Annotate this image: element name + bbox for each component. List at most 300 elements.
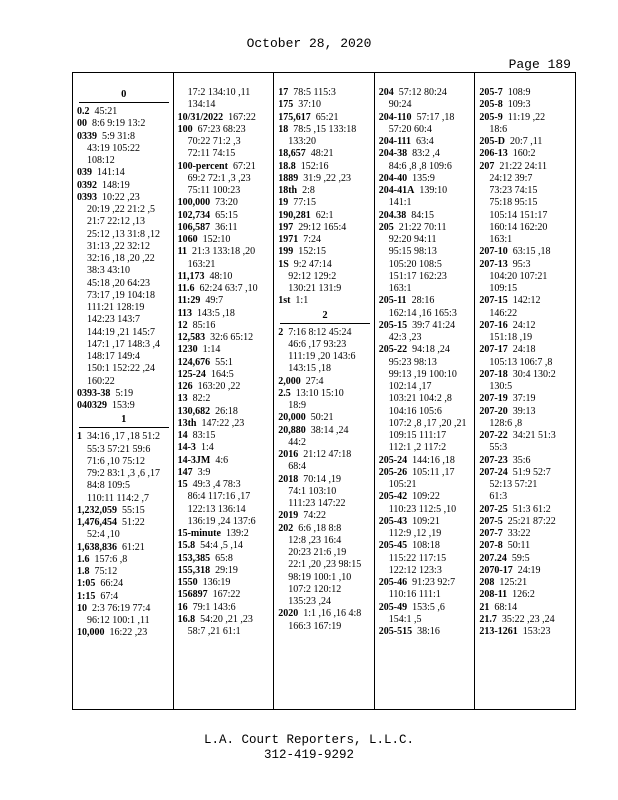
index-term: 1060 bbox=[177, 234, 198, 245]
page-line-refs: 63:15 ,18 bbox=[512, 246, 551, 258]
index-entry bbox=[379, 210, 473, 222]
continuation-refs: 122:13 136:14 bbox=[187, 503, 246, 515]
page-line-refs: 3:9 bbox=[197, 466, 211, 478]
index-entry bbox=[278, 197, 372, 209]
index-term: 2.5 bbox=[278, 387, 291, 399]
continuation-refs: 84:8 109:5 bbox=[87, 480, 131, 492]
index-entry bbox=[278, 173, 372, 185]
index-term: 205-515 bbox=[378, 626, 413, 637]
index-entry bbox=[178, 430, 272, 442]
continuation-refs: 110:23 112:5 ,10 bbox=[388, 503, 457, 515]
index-term: 1.6 bbox=[77, 553, 90, 565]
continuation-refs: 92:20 94:11 bbox=[388, 234, 437, 245]
page-line-refs: 66:24 bbox=[100, 578, 124, 590]
continuation-refs: 133:20 bbox=[288, 136, 316, 147]
index-term: 1,232,059 bbox=[77, 504, 117, 516]
index-term: 18.8 bbox=[278, 160, 296, 172]
index-entry bbox=[278, 222, 372, 234]
page-line-refs: 83:2 ,4 bbox=[412, 148, 440, 160]
index-entry bbox=[479, 393, 573, 405]
index-entry bbox=[77, 542, 171, 554]
index-term: 12,583 bbox=[177, 332, 206, 343]
continuation-refs: 141:1 bbox=[388, 197, 412, 209]
index-entry bbox=[77, 566, 171, 578]
index-entry bbox=[178, 308, 272, 320]
index-term: 20,000 bbox=[278, 412, 306, 424]
page-line-refs: 55:1 bbox=[215, 356, 233, 368]
page-line-refs: 1:1 ,16 ,16 4:8 bbox=[303, 608, 362, 620]
index-entry bbox=[178, 479, 272, 491]
index-term: 13th bbox=[177, 417, 197, 429]
page-line-refs: 95:3 bbox=[512, 258, 531, 270]
index-term: 208 bbox=[479, 577, 495, 588]
index-entry bbox=[479, 320, 573, 332]
index-term: 14 bbox=[177, 430, 188, 441]
continuation-refs: 98:19 100:1 ,10 bbox=[288, 571, 352, 583]
continuation-refs: 18:6 bbox=[489, 123, 508, 135]
page-line-refs: 37:19 bbox=[512, 393, 536, 405]
index-column-2 bbox=[174, 73, 275, 709]
page-line-refs: 78:5 115:3 bbox=[293, 87, 336, 98]
continuation-refs: 20:23 21:6 ,19 bbox=[288, 547, 347, 558]
index-entry bbox=[379, 602, 473, 614]
page-line-refs: 28:16 bbox=[411, 295, 435, 307]
index-term: 2019 bbox=[278, 510, 299, 522]
page-line-refs: 108:9 bbox=[507, 87, 531, 98]
page-line-refs: 157:6 ,8 bbox=[94, 553, 128, 565]
index-entry bbox=[77, 167, 171, 179]
page-line-refs: 32:6 65:12 bbox=[210, 332, 254, 343]
index-entry bbox=[178, 553, 272, 565]
page-line-refs: 148:19 bbox=[102, 179, 130, 191]
index-entry bbox=[178, 467, 272, 479]
continuation-refs: 144:19 ,21 145:7 bbox=[87, 326, 156, 338]
page-line-refs: 35:6 bbox=[512, 454, 531, 466]
continuation-refs: 166:3 167:19 bbox=[288, 620, 342, 632]
page-line-refs: 24:19 bbox=[517, 564, 541, 576]
index-term: 1st bbox=[278, 295, 291, 307]
index-term: 039 bbox=[77, 167, 92, 179]
page-line-refs: 79:1 143:6 bbox=[192, 601, 236, 613]
page-line-refs: 51:22 bbox=[122, 517, 145, 528]
index-term: 2020 bbox=[278, 608, 299, 620]
index-entry bbox=[479, 602, 573, 614]
continuation-refs: 55:3 57:21 59:6 bbox=[87, 443, 151, 455]
page-line-refs: 5:9 31:8 bbox=[102, 130, 136, 142]
continuation-refs: 136:19 ,24 137:6 bbox=[187, 515, 256, 527]
index-entry bbox=[479, 467, 573, 479]
page-line-refs: 109:21 bbox=[412, 515, 440, 527]
continuation-refs: 71:6 ,10 75:12 bbox=[87, 455, 146, 467]
index-term: 16.8 bbox=[177, 613, 196, 625]
continuation-refs: 99:13 ,19 100:10 bbox=[388, 368, 457, 380]
page-line-refs: 67:23 68:23 bbox=[197, 123, 246, 135]
index-entry bbox=[77, 388, 171, 400]
page-line-refs: 36:11 bbox=[215, 221, 238, 233]
index-entry bbox=[77, 106, 171, 118]
index-entry bbox=[479, 112, 573, 124]
index-entry bbox=[178, 418, 272, 430]
index-term: 00 bbox=[77, 118, 87, 130]
index-term: 102,734 bbox=[177, 209, 211, 221]
index-term: 124,676 bbox=[177, 356, 211, 368]
index-entry bbox=[479, 565, 573, 577]
index-term: 0393-38 bbox=[77, 387, 111, 399]
index-entry bbox=[379, 540, 473, 552]
index-term: 207-7 bbox=[479, 528, 503, 539]
index-term: 207-15 bbox=[479, 295, 508, 307]
continuation-refs: 130:21 131:9 bbox=[288, 283, 342, 294]
footer-phone: 312-419-9292 bbox=[263, 748, 354, 762]
section-heading: 1 bbox=[79, 414, 169, 428]
continuation-refs: 154:1 ,5 bbox=[388, 613, 422, 625]
continuation-refs: 42:3 ,23 bbox=[388, 332, 422, 343]
index-term: 106,587 bbox=[177, 221, 211, 233]
continuation-refs: 110:16 111:1 bbox=[388, 589, 441, 601]
continuation-refs: 105:21 bbox=[388, 479, 417, 490]
continuation-refs: 84:6 ,8 ,8 109:6 bbox=[388, 160, 452, 172]
index-term: 207-19 bbox=[479, 393, 508, 405]
index-term: 204-110 bbox=[378, 111, 412, 123]
page-line-refs: 85:16 bbox=[192, 319, 216, 331]
page-line-refs: 59:5 bbox=[511, 552, 530, 564]
page-line-refs: 2:8 bbox=[302, 185, 315, 196]
index-term: 113 bbox=[177, 307, 193, 319]
index-term: 1550 bbox=[177, 577, 198, 588]
page-line-refs: 38:16 bbox=[417, 626, 440, 637]
continuation-refs: 79:2 83:1 ,3 ,6 ,17 bbox=[87, 468, 161, 479]
index-entry bbox=[479, 589, 573, 601]
index-entry bbox=[479, 246, 573, 258]
index-term: 207-13 bbox=[479, 258, 508, 270]
index-term: 2016 bbox=[278, 449, 299, 460]
index-entry bbox=[178, 614, 272, 626]
index-entry bbox=[178, 577, 272, 589]
index-term: 207-22 bbox=[479, 430, 508, 441]
index-entry bbox=[178, 357, 272, 369]
continuation-refs: 52:13 57:21 bbox=[489, 479, 538, 490]
index-entry bbox=[379, 467, 473, 479]
index-entry bbox=[479, 161, 573, 173]
index-entry bbox=[77, 400, 171, 412]
page-line-refs: 9:2 47:14 bbox=[293, 258, 332, 270]
index-entry bbox=[77, 578, 171, 590]
index-entry bbox=[278, 259, 372, 271]
page-line-refs: 147:22 ,23 bbox=[201, 417, 245, 429]
continuation-refs: 151:17 162:23 bbox=[388, 270, 447, 282]
index-term: 11,173 bbox=[177, 270, 205, 282]
continuation-refs: 73:17 ,19 104:18 bbox=[87, 289, 156, 301]
page-line-refs: 82:2 bbox=[192, 393, 211, 405]
page-line-refs: 54:4 ,5 ,14 bbox=[200, 540, 243, 552]
index-entry bbox=[278, 376, 372, 388]
index-term: 204-41A bbox=[378, 185, 415, 196]
index-entry bbox=[178, 222, 272, 234]
page-line-refs: 20:7 ,11 bbox=[509, 136, 543, 147]
index-term: 199 bbox=[278, 246, 294, 258]
index-term: 190,281 bbox=[278, 209, 311, 221]
index-entry bbox=[178, 161, 272, 173]
index-term: 204-111 bbox=[378, 136, 412, 147]
index-entry bbox=[379, 87, 473, 99]
index-term: 204.38 bbox=[378, 209, 407, 221]
page-line-refs: 7:24 bbox=[303, 234, 321, 245]
continuation-refs: 105:13 106:7 ,8 bbox=[489, 356, 553, 368]
page-line-refs: 109:3 bbox=[507, 99, 531, 111]
index-term: 205-11 bbox=[378, 295, 407, 307]
index-entry bbox=[77, 131, 171, 143]
page-line-refs: 10:22 ,23 bbox=[102, 191, 140, 203]
continuation-refs: 160:22 bbox=[87, 375, 115, 387]
continuation-refs: 148:17 149:4 bbox=[87, 351, 141, 362]
continuation-refs: 128:6 ,8 bbox=[489, 417, 523, 429]
page-line-refs: 21:3 133:18 ,20 bbox=[192, 246, 256, 258]
index-term: 156897 bbox=[177, 589, 208, 601]
page-line-refs: 7:16 8:12 45:24 bbox=[288, 326, 352, 338]
page-line-refs: 38:14 ,24 bbox=[310, 424, 349, 436]
page-line-refs: 84:15 bbox=[411, 209, 435, 221]
page-line-refs: 51:3 61:2 bbox=[512, 503, 551, 515]
index-term: 208-11 bbox=[479, 589, 508, 601]
page-line-refs: 30:4 130:2 bbox=[512, 368, 556, 380]
index-term: 204 bbox=[378, 87, 394, 98]
continuation-refs: 25:12 ,13 31:8 ,12 bbox=[87, 228, 161, 240]
index-entry bbox=[178, 271, 272, 283]
index-term: 2070-17 bbox=[479, 564, 513, 576]
index-entry bbox=[479, 344, 573, 356]
page-line-refs: 1:14 bbox=[202, 344, 221, 356]
index-term: 202 bbox=[278, 522, 294, 534]
continuation-refs: 102:14 ,17 bbox=[388, 381, 432, 392]
page-line-refs: 144:16 ,18 bbox=[412, 454, 455, 466]
continuation-refs: 107:2 ,8 ,17 ,20 ,21 bbox=[388, 417, 467, 429]
index-entry bbox=[479, 148, 573, 160]
index-entry bbox=[77, 517, 171, 529]
index-entry bbox=[77, 627, 171, 639]
continuation-refs: 24:12 39:7 bbox=[489, 172, 533, 184]
index-entry bbox=[379, 344, 473, 356]
index-entry bbox=[479, 87, 573, 99]
continuation-refs: 90:24 bbox=[388, 99, 412, 111]
index-term: 207 bbox=[479, 160, 495, 172]
page-line-refs: 105:11 ,17 bbox=[412, 466, 455, 478]
index-term: 0392 bbox=[77, 179, 97, 191]
index-term: 205-45 bbox=[378, 540, 408, 552]
index-term: 15-minute bbox=[177, 528, 221, 539]
index-entry bbox=[379, 491, 473, 503]
continuation-refs: 115:22 117:15 bbox=[388, 552, 447, 564]
page-line-refs: 45:21 bbox=[94, 106, 118, 117]
index-term: 1889 bbox=[278, 172, 299, 184]
page-line-refs: 62:1 bbox=[315, 209, 334, 221]
index-term: 0339 bbox=[77, 130, 97, 142]
index-entry bbox=[479, 516, 573, 528]
page-line-refs: 153:9 bbox=[112, 400, 135, 411]
page-line-refs: 94:18 ,24 bbox=[412, 344, 450, 356]
index-term: 11.6 bbox=[177, 283, 195, 294]
index-term: 207-16 bbox=[479, 319, 508, 331]
page-line-refs: 35:22 ,23 ,24 bbox=[501, 613, 555, 625]
continuation-refs: 12:8 ,23 16:4 bbox=[288, 534, 342, 546]
continuation-refs: 52:4 ,10 bbox=[87, 529, 120, 541]
page-line-refs: 16:22 ,23 bbox=[109, 627, 148, 639]
page-line-refs: 160:2 bbox=[512, 148, 536, 160]
index-term: 16 bbox=[177, 601, 188, 613]
page-line-refs: 57:12 80:24 bbox=[398, 87, 447, 98]
index-entry bbox=[278, 148, 372, 160]
continuation-refs: 17:2 134:10 ,11 bbox=[187, 87, 251, 98]
index-term: 207-20 bbox=[479, 405, 508, 417]
index-entry bbox=[479, 259, 573, 271]
continuation-refs: 31:13 ,22 32:12 bbox=[87, 240, 151, 252]
page-line-refs: 68:14 bbox=[494, 601, 518, 613]
index-entry bbox=[479, 295, 573, 307]
index-entry bbox=[278, 388, 372, 400]
continuation-refs: 72:11 74:15 bbox=[187, 148, 236, 160]
index-term: 11 bbox=[177, 246, 188, 258]
page-line-refs: 152:16 bbox=[300, 160, 329, 172]
page-line-refs: 67:21 bbox=[232, 160, 256, 172]
index-entry bbox=[178, 369, 272, 381]
index-term: 1S bbox=[278, 258, 289, 270]
continuation-refs: 68:4 bbox=[288, 461, 306, 473]
continuation-refs: 143:15 ,18 bbox=[288, 363, 331, 375]
continuation-refs: 105:20 108:5 bbox=[388, 258, 442, 270]
page-line-refs: 75:12 bbox=[94, 566, 118, 577]
page-line-refs: 91:23 92:7 bbox=[412, 577, 456, 588]
index-entry bbox=[178, 528, 272, 540]
index-term: 1:15 bbox=[77, 590, 96, 602]
index-term: 207-10 bbox=[479, 246, 508, 258]
index-term: 205-42 bbox=[378, 491, 408, 503]
index-term: 206-13 bbox=[479, 148, 508, 160]
index-term: 147 bbox=[177, 466, 193, 478]
continuation-refs: 108:12 bbox=[87, 155, 115, 166]
page-line-refs: 39:7 41:24 bbox=[412, 319, 456, 331]
continuation-refs: 107:2 120:12 bbox=[288, 583, 342, 595]
index-entry bbox=[278, 87, 372, 99]
index-entry bbox=[278, 474, 372, 486]
continuation-refs: 20:19 ,22 21:2 ,5 bbox=[87, 204, 156, 215]
continuation-refs: 134:14 bbox=[187, 99, 216, 111]
index-entry bbox=[178, 283, 272, 295]
index-entry bbox=[77, 554, 171, 566]
index-term: 153,385 bbox=[177, 552, 211, 564]
index-term: 10/31/2022 bbox=[177, 111, 224, 123]
index-entry bbox=[278, 608, 372, 620]
index-term: 21.7 bbox=[479, 613, 497, 625]
page-line-refs: 6:6 ,18 8:8 bbox=[298, 522, 342, 534]
index-entry bbox=[178, 381, 272, 393]
index-term: 1,476,454 bbox=[77, 517, 117, 528]
index-term: 10,000 bbox=[77, 627, 105, 639]
page-line-refs: 11:19 ,22 bbox=[507, 111, 546, 123]
index-term: 207-5 bbox=[479, 515, 503, 527]
index-entry bbox=[278, 412, 372, 424]
index-entry bbox=[278, 161, 372, 173]
index-term: 205-9 bbox=[479, 111, 503, 123]
page-line-refs: 136:19 bbox=[202, 577, 231, 588]
index-term: 205-26 bbox=[378, 466, 408, 478]
index-term: 1230 bbox=[177, 344, 198, 356]
index-entry bbox=[77, 505, 171, 517]
page-line-refs: 167:22 bbox=[212, 589, 241, 601]
page-line-refs: 109:22 bbox=[412, 491, 440, 503]
index-term: 040329 bbox=[77, 400, 107, 411]
index-term: 1971 bbox=[278, 234, 299, 245]
footer-company: L.A. Court Reporters, L.L.C. bbox=[203, 733, 415, 747]
continuation-refs: 75:11 100:23 bbox=[187, 185, 241, 196]
page-line-refs: 74:22 bbox=[303, 510, 326, 522]
continuation-refs: 150:1 152:22 ,24 bbox=[87, 363, 156, 375]
page-line-refs: 55:15 bbox=[122, 504, 145, 516]
index-entry bbox=[479, 455, 573, 467]
section-heading: 0 bbox=[79, 89, 169, 103]
index-term: 0393 bbox=[77, 191, 97, 203]
page-line-refs: 1:4 bbox=[200, 442, 214, 454]
index-term: 10 bbox=[77, 602, 87, 614]
index-term: 21 bbox=[479, 601, 490, 613]
continuation-refs: 163:21 bbox=[187, 258, 216, 270]
index-term: 14-3JM bbox=[177, 454, 211, 466]
index-term: 207-23 bbox=[479, 454, 508, 466]
index-entry bbox=[278, 523, 372, 535]
page-line-refs: 73:20 bbox=[215, 197, 238, 209]
index-entry bbox=[278, 185, 372, 197]
index-term: 205-46 bbox=[378, 577, 408, 588]
continuation-refs: 163:1 bbox=[388, 283, 412, 294]
continuation-refs: 162:14 ,16 165:3 bbox=[388, 307, 457, 319]
page-line-refs: 34:16 ,17 ,18 51:2 bbox=[87, 431, 161, 443]
index-term: 14-3 bbox=[177, 442, 196, 454]
index-entry bbox=[178, 112, 272, 124]
header-date: October 28, 2020 bbox=[246, 36, 372, 51]
page-line-refs: 126:2 bbox=[512, 589, 535, 601]
page-line-refs: 65:21 bbox=[315, 111, 339, 123]
index-term: 204-40 bbox=[378, 172, 408, 184]
index-entry bbox=[479, 430, 573, 442]
index-entry bbox=[379, 626, 473, 638]
continuation-refs: 70:22 71:2 ,3 bbox=[187, 136, 241, 147]
index-entry bbox=[178, 393, 272, 405]
page-line-refs: 50:21 bbox=[310, 412, 334, 424]
index-entry bbox=[379, 148, 473, 160]
continuation-refs: 103:21 104:2 ,8 bbox=[388, 393, 452, 405]
continuation-refs: 105:14 151:17 bbox=[489, 209, 548, 221]
index-term: 197 bbox=[278, 221, 294, 233]
index-entry bbox=[479, 626, 573, 638]
index-term: 207-18 bbox=[479, 368, 508, 380]
index-term: 155,318 bbox=[177, 564, 211, 576]
page-line-refs: 139:10 bbox=[419, 185, 448, 196]
continuation-refs: 86:4 117:16 ,17 bbox=[187, 491, 251, 503]
index-entry bbox=[479, 369, 573, 381]
continuation-refs: 21:7 22:12 ,13 bbox=[87, 216, 146, 228]
continuation-refs: 135:23 ,24 bbox=[288, 596, 331, 607]
continuation-refs: 130:5 bbox=[489, 381, 513, 392]
page-line-refs: 27:4 bbox=[305, 375, 324, 387]
continuation-refs: 92:12 129:2 bbox=[288, 270, 337, 282]
page-line-refs: 29:12 165:4 bbox=[298, 221, 347, 233]
continuation-refs: 55:3 bbox=[489, 442, 508, 454]
continuation-refs: 122:12 123:3 bbox=[388, 564, 442, 576]
index-term: 207-8 bbox=[479, 540, 503, 552]
index-entry bbox=[278, 210, 372, 222]
continuation-refs: 104:20 107:21 bbox=[489, 270, 548, 282]
continuation-refs: 109:15 111:17 bbox=[388, 430, 447, 441]
page-line-refs: 108:18 bbox=[412, 540, 440, 552]
index-entry bbox=[278, 425, 372, 437]
